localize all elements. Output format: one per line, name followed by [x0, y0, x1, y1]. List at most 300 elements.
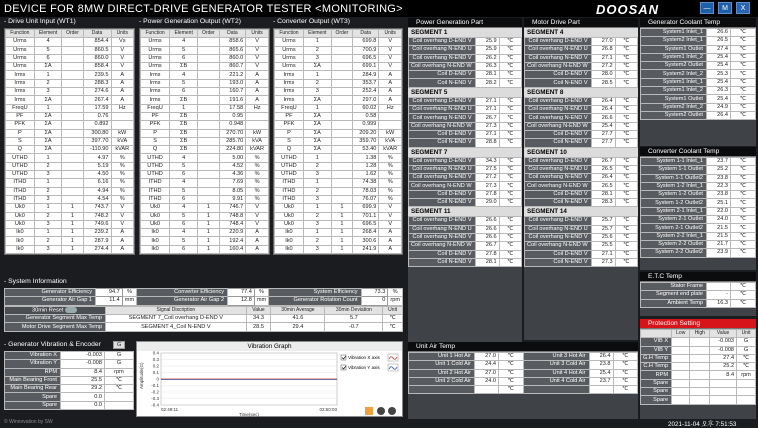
prot-low-input[interactable]	[672, 396, 690, 404]
cell: 5	[170, 79, 198, 87]
unit-celsius: ℃	[731, 166, 756, 174]
header-units: Units	[111, 30, 133, 38]
coil-value: 26.5	[591, 165, 615, 173]
cell: UTHD	[141, 171, 170, 179]
coil-label: Coil overhang N-END W	[525, 122, 592, 130]
table-row	[409, 369, 638, 377]
coil-value: 27.1	[591, 54, 615, 62]
cell: 4.97	[83, 154, 111, 162]
table-row	[275, 229, 402, 237]
cell	[379, 121, 402, 129]
temp-label: System1 Inlet_2	[641, 53, 707, 61]
table-row	[641, 70, 756, 78]
coil-label: Coil overhang N-END W	[525, 242, 592, 250]
unit-celsius: ℃	[615, 46, 637, 54]
vib-unit: ℃	[105, 376, 134, 384]
cell: 287.9	[83, 237, 111, 245]
sys-label: System Efficiency	[269, 289, 361, 297]
table-row	[6, 162, 134, 170]
cell: UTHD	[6, 171, 35, 179]
cell: 1	[170, 104, 198, 112]
table-row	[141, 137, 269, 145]
protection-title: Protection Setting	[640, 319, 756, 329]
table-row	[525, 190, 638, 198]
unit-celsius: ℃	[615, 258, 637, 266]
cell: Ik0	[141, 237, 170, 245]
coil-value: 28.1	[475, 71, 499, 79]
cell: Hz	[111, 104, 133, 112]
prot-high-input[interactable]	[690, 371, 710, 379]
table-row	[409, 97, 522, 105]
cell	[198, 179, 219, 187]
prot-low-input[interactable]	[672, 338, 690, 346]
prot-high-input[interactable]	[690, 354, 710, 362]
prot-value: 27.4	[710, 354, 737, 362]
prot-low-input[interactable]	[672, 354, 690, 362]
cell: Irms	[275, 88, 304, 96]
cell: Irms	[275, 96, 304, 104]
prot-label: RPM	[641, 371, 672, 379]
cell	[198, 129, 219, 137]
unit-celsius: ℃	[615, 114, 637, 122]
table-row	[275, 245, 402, 253]
unit-celsius: ℃	[499, 190, 521, 198]
cell: 191.6	[219, 96, 246, 104]
prot-unit: rpm	[737, 371, 756, 379]
prot-high-input[interactable]	[690, 396, 710, 404]
coil-label: Coil overhang D-END V	[409, 38, 476, 46]
cell: SEGMENT 7_Coil overhang D-END V	[106, 315, 247, 323]
unit-celsius: ℃	[615, 71, 637, 79]
coil-label: Coil N-END V	[409, 79, 476, 87]
unit-celsius: ℃	[499, 54, 521, 62]
sig-header: Value	[246, 306, 271, 314]
coil-value: 27.1	[475, 97, 499, 105]
cell: 748.2	[83, 212, 111, 220]
cell	[198, 137, 219, 145]
temp-label: System2 Outlet	[641, 111, 707, 119]
table-row	[409, 157, 522, 165]
cell: 285.70	[219, 137, 246, 145]
table-row	[641, 232, 756, 240]
graph-title: Vibration Graph	[137, 342, 402, 351]
cell: 300.6	[353, 237, 379, 245]
prot-low-input[interactable]	[672, 346, 690, 354]
coil-label: Coil overhang N-END U	[409, 225, 476, 233]
table-row	[275, 71, 402, 79]
unit-celsius: ℃	[615, 97, 637, 105]
coil-value: 26.2	[475, 54, 499, 62]
cell: 221.2	[219, 71, 246, 79]
table-row	[275, 154, 402, 162]
cell: 5	[170, 162, 198, 170]
cell: 252.4	[353, 88, 379, 96]
prot-low-input[interactable]	[672, 379, 690, 387]
title-bar	[0, 0, 758, 17]
sys-value: 12.8	[228, 297, 255, 305]
zoom-button[interactable]	[365, 407, 373, 415]
prot-high-input[interactable]	[690, 379, 710, 387]
cell: A	[246, 245, 269, 253]
cell: 7.69	[219, 179, 246, 187]
sys-value: 77.4	[228, 289, 255, 297]
cell: 1	[303, 179, 331, 187]
coil-label: Coil overhang N-END V	[525, 114, 592, 122]
temp-label: System1 Inlet_1	[641, 29, 707, 37]
table-row	[275, 88, 402, 96]
unit-air-panel	[408, 342, 638, 419]
cell: 696.5	[353, 54, 379, 62]
prot-high-input[interactable]	[690, 363, 710, 371]
table-row	[409, 165, 522, 173]
table-row	[141, 88, 269, 96]
cell: V	[379, 204, 402, 212]
vib-value: 25.5	[61, 376, 105, 384]
coil-value: 26.6	[475, 225, 499, 233]
cell	[331, 71, 352, 79]
cell: A	[379, 71, 402, 79]
pan-icon[interactable]	[388, 407, 396, 415]
coil-value: 27.2	[591, 62, 615, 70]
cell: 2	[303, 46, 331, 54]
temp-label: System 2-1 Outlet2	[641, 224, 707, 232]
cell	[62, 146, 83, 154]
prot-low-input[interactable]	[672, 363, 690, 371]
cell: 6	[170, 195, 198, 203]
unit-celsius: ℃	[615, 62, 637, 70]
coil-value: 26.4	[591, 97, 615, 105]
cell: 288.3	[83, 79, 111, 87]
temp-value: 23.9	[707, 249, 731, 257]
coil-label: Coil overhang N-END V	[409, 174, 476, 182]
table-row	[525, 46, 638, 54]
cell: 854.4	[83, 38, 111, 46]
table-row	[409, 71, 522, 79]
table-row	[641, 291, 756, 299]
cell: A	[379, 229, 402, 237]
unit-celsius: ℃	[499, 361, 524, 369]
temp-label: System 2-1 Inlet_1	[641, 207, 707, 215]
table-row	[409, 377, 638, 385]
cell: 397.70	[83, 137, 111, 145]
temp-value: 21.5	[707, 224, 731, 232]
motor-drive-title: Motor Drive Part	[524, 18, 638, 28]
cell: 5.00	[219, 154, 246, 162]
zoom-in-icon[interactable]	[377, 407, 385, 415]
vibration-title: - Generator Vibration & Encoder	[4, 341, 101, 348]
table-row	[275, 63, 402, 71]
prot-label: G.H Temp	[641, 354, 672, 362]
prot-label: VIB Y	[641, 346, 672, 354]
cell: A	[111, 96, 133, 104]
table-row	[275, 162, 402, 170]
cell: V	[246, 38, 269, 46]
temp-value: 21.5	[707, 232, 731, 240]
unit-celsius: ℃	[615, 199, 637, 207]
cell	[62, 195, 83, 203]
etc-value: -	[707, 291, 731, 299]
table-row	[6, 137, 134, 145]
unit-celsius: ℃	[731, 174, 756, 182]
unit-celsius: ℃	[731, 182, 756, 190]
sys-label: Generator Air Gap 1	[5, 297, 96, 305]
cell: Irms	[6, 79, 35, 87]
coil-label: Coil N-END V	[409, 139, 476, 147]
unit-celsius: ℃	[731, 232, 756, 240]
sys-unit: %	[122, 289, 136, 297]
coil-value: 28.3	[591, 199, 615, 207]
cell: %	[246, 154, 269, 162]
coil-value: 26.4	[591, 174, 615, 182]
cell: 2	[34, 79, 62, 87]
cell: Ik0	[6, 229, 35, 237]
unit-celsius: ℃	[731, 95, 756, 103]
cell: 4.54	[83, 195, 111, 203]
table-row	[141, 79, 269, 87]
close-button[interactable]: X	[736, 2, 750, 14]
table-row	[641, 240, 756, 248]
cell: 4.50	[83, 171, 111, 179]
cell	[198, 187, 219, 195]
cell: kVA	[379, 137, 402, 145]
cell: ITHD	[6, 179, 35, 187]
cell: 160.7	[219, 88, 246, 96]
cell: V	[379, 46, 402, 54]
temp-label: System1 Outlet	[641, 45, 707, 53]
cell: 274.6	[83, 88, 111, 96]
table-row	[6, 212, 134, 220]
cell: UTHD	[275, 162, 304, 170]
unit-celsius: ℃	[499, 157, 521, 165]
cell: 1	[34, 104, 62, 112]
cell	[331, 88, 352, 96]
cell: UTHD	[6, 154, 35, 162]
cell	[198, 88, 219, 96]
protection-header: Unit	[737, 330, 756, 338]
coil-label: Coil overhang N-END U	[409, 106, 476, 114]
coil-value: 26.6	[475, 233, 499, 241]
table-row	[275, 104, 402, 112]
table-row	[6, 71, 134, 79]
cell	[62, 137, 83, 145]
header-data: Data	[83, 30, 111, 38]
cell	[198, 162, 219, 170]
temp-value: 22.0	[707, 207, 731, 215]
unit-celsius: ℃	[731, 37, 756, 45]
cell: 1	[303, 71, 331, 79]
table-row	[641, 62, 756, 70]
cell: %	[246, 187, 269, 195]
cell: 4.94	[83, 187, 111, 195]
cell: 1.62	[353, 171, 379, 179]
temp-label: System2 Inlet_1	[641, 37, 707, 45]
cell: ΣB	[170, 129, 198, 137]
cell: 160.4	[219, 245, 246, 253]
air-value: 24.0	[475, 377, 499, 385]
wt1-table	[4, 28, 135, 255]
etc-temp-title: E.T.C Temp	[640, 272, 756, 282]
prot-high-input[interactable]	[690, 346, 710, 354]
coil-label: Coil D-END V	[409, 130, 476, 138]
coil-label: Coil overhang N-END V	[409, 114, 476, 122]
coil-value: 27.3	[591, 258, 615, 266]
coil-label: Coil N-END V	[409, 199, 476, 207]
unit-celsius: ℃	[499, 71, 521, 79]
footer-credit: © Winnovation by SW	[4, 419, 53, 425]
segment-header: SEGMENT 7	[408, 148, 522, 157]
unit-celsius: ℃	[499, 174, 521, 182]
table-row	[525, 258, 638, 266]
unit-celsius: ℃	[499, 242, 521, 250]
cell: 699.8	[353, 38, 379, 46]
coil-value: 26.7	[591, 157, 615, 165]
etc-label: Stator Frame	[641, 283, 707, 291]
wt2-title: - Power Generation Output (WT2)	[139, 18, 241, 25]
sys-unit: %	[254, 289, 268, 297]
prot-high-input[interactable]	[690, 388, 710, 396]
coil-value: 26.7	[475, 242, 499, 250]
cell: 1	[198, 204, 219, 212]
prot-unit: ℃	[737, 354, 756, 362]
sys-label: Generator Rotation Count	[269, 297, 361, 305]
cell: 4	[170, 229, 198, 237]
sig-header: 30min Deviation	[325, 306, 383, 314]
prot-label: C.H Temp	[641, 363, 672, 371]
table-row	[525, 97, 638, 105]
air-value: 23.8	[589, 361, 613, 369]
coil-label: Coil overhang N-END W	[525, 62, 592, 70]
cell: kW	[246, 129, 269, 137]
air-label: Unit 1 Cold Air	[409, 361, 475, 369]
temp-value: 24.0	[707, 216, 731, 224]
table-row	[409, 106, 522, 114]
cell: ΣA	[34, 112, 62, 120]
cell: 5	[34, 46, 62, 54]
table-row	[141, 112, 269, 120]
cell: 2	[34, 187, 62, 195]
sys-unit: mm	[122, 297, 136, 305]
unit-celsius: ℃	[731, 207, 756, 215]
table-row	[6, 195, 134, 203]
table-row	[5, 385, 134, 393]
cell: %	[379, 187, 402, 195]
table-row	[641, 29, 756, 37]
cell: Urms	[6, 54, 35, 62]
vib-unit	[105, 393, 134, 401]
coil-value: 26.4	[591, 106, 615, 114]
cell: -110.90	[83, 146, 111, 154]
app-title: DEVICE FOR 8MW DIRECT-DRIVE GENERATOR TESTER <MONITORING>	[4, 2, 403, 15]
table-row	[275, 38, 402, 46]
cell: 699.9	[353, 204, 379, 212]
table-row	[641, 396, 756, 404]
vib-label: Spare	[5, 393, 61, 401]
maximize-button[interactable]: M	[718, 2, 732, 14]
table-row	[141, 171, 269, 179]
cell: 1	[62, 204, 83, 212]
prot-unit	[737, 379, 756, 387]
cell: A	[111, 71, 133, 79]
table-row	[409, 199, 522, 207]
prot-low-input[interactable]	[672, 371, 690, 379]
cell: 297.0	[353, 96, 379, 104]
cell: 748.8	[219, 212, 246, 220]
cell	[62, 63, 83, 71]
coil-value: 27.8	[475, 190, 499, 198]
coil-label: Coil overhang D-END V	[409, 97, 476, 105]
temp-value: 22.3	[707, 182, 731, 190]
cell: ΣB	[170, 146, 198, 154]
unit-celsius: ℃	[731, 216, 756, 224]
air-value	[589, 386, 613, 394]
cell: 239.5	[83, 71, 111, 79]
cell: 76.07	[353, 195, 379, 203]
vib-unit: G	[105, 360, 134, 368]
temp-value: 26.5	[707, 37, 731, 45]
minimize-button[interactable]: —	[700, 2, 714, 14]
cell: ΣB	[170, 137, 198, 145]
cell: kW	[379, 129, 402, 137]
unit-celsius: ℃	[499, 122, 521, 130]
cell: 5	[170, 212, 198, 220]
table-row	[409, 250, 522, 258]
cell: 5.19	[83, 162, 111, 170]
table-row	[641, 37, 756, 45]
cell: V	[111, 46, 133, 54]
table-row	[525, 250, 638, 258]
cell: %	[379, 162, 402, 170]
brand-logo: DOOSAN	[596, 2, 660, 17]
table-row	[6, 88, 134, 96]
coil-label: Coil overhang N-END U	[525, 225, 592, 233]
cell	[379, 112, 402, 120]
table-row	[275, 146, 402, 154]
table-row	[141, 237, 269, 245]
cell: ITHD	[141, 179, 170, 187]
unit-celsius: ℃	[731, 103, 756, 111]
coil-value: 27.3	[475, 122, 499, 130]
unit-celsius: ℃	[615, 38, 637, 46]
cell: 29.4	[271, 323, 325, 331]
prot-high-input[interactable]	[690, 338, 710, 346]
cell	[198, 104, 219, 112]
prot-low-input[interactable]	[672, 388, 690, 396]
table-row	[6, 112, 134, 120]
cell: 17.59	[83, 104, 111, 112]
cell: ΣA	[34, 137, 62, 145]
table-row	[6, 63, 134, 71]
cell	[62, 187, 83, 195]
sig-header: Unit	[383, 306, 403, 314]
coil-label: Coil overhang N-END V	[409, 233, 476, 241]
table-row	[409, 386, 638, 394]
coil-value: 25.9	[475, 46, 499, 54]
cell: Ik0	[141, 229, 170, 237]
coil-label: Coil D-END V	[409, 190, 476, 198]
cell: 2	[34, 237, 62, 245]
cell: Uk0	[6, 212, 35, 220]
cell: 78.03	[353, 187, 379, 195]
cell: 3	[303, 195, 331, 203]
cell: ΣB	[170, 96, 198, 104]
unit-celsius: ℃	[615, 157, 637, 165]
cell: Urms	[141, 63, 170, 71]
cell: 3	[34, 245, 62, 253]
cell: 1	[34, 154, 62, 162]
cell: A	[111, 229, 133, 237]
g-button[interactable]: G	[113, 341, 125, 349]
reset-toggle[interactable]	[65, 307, 77, 313]
